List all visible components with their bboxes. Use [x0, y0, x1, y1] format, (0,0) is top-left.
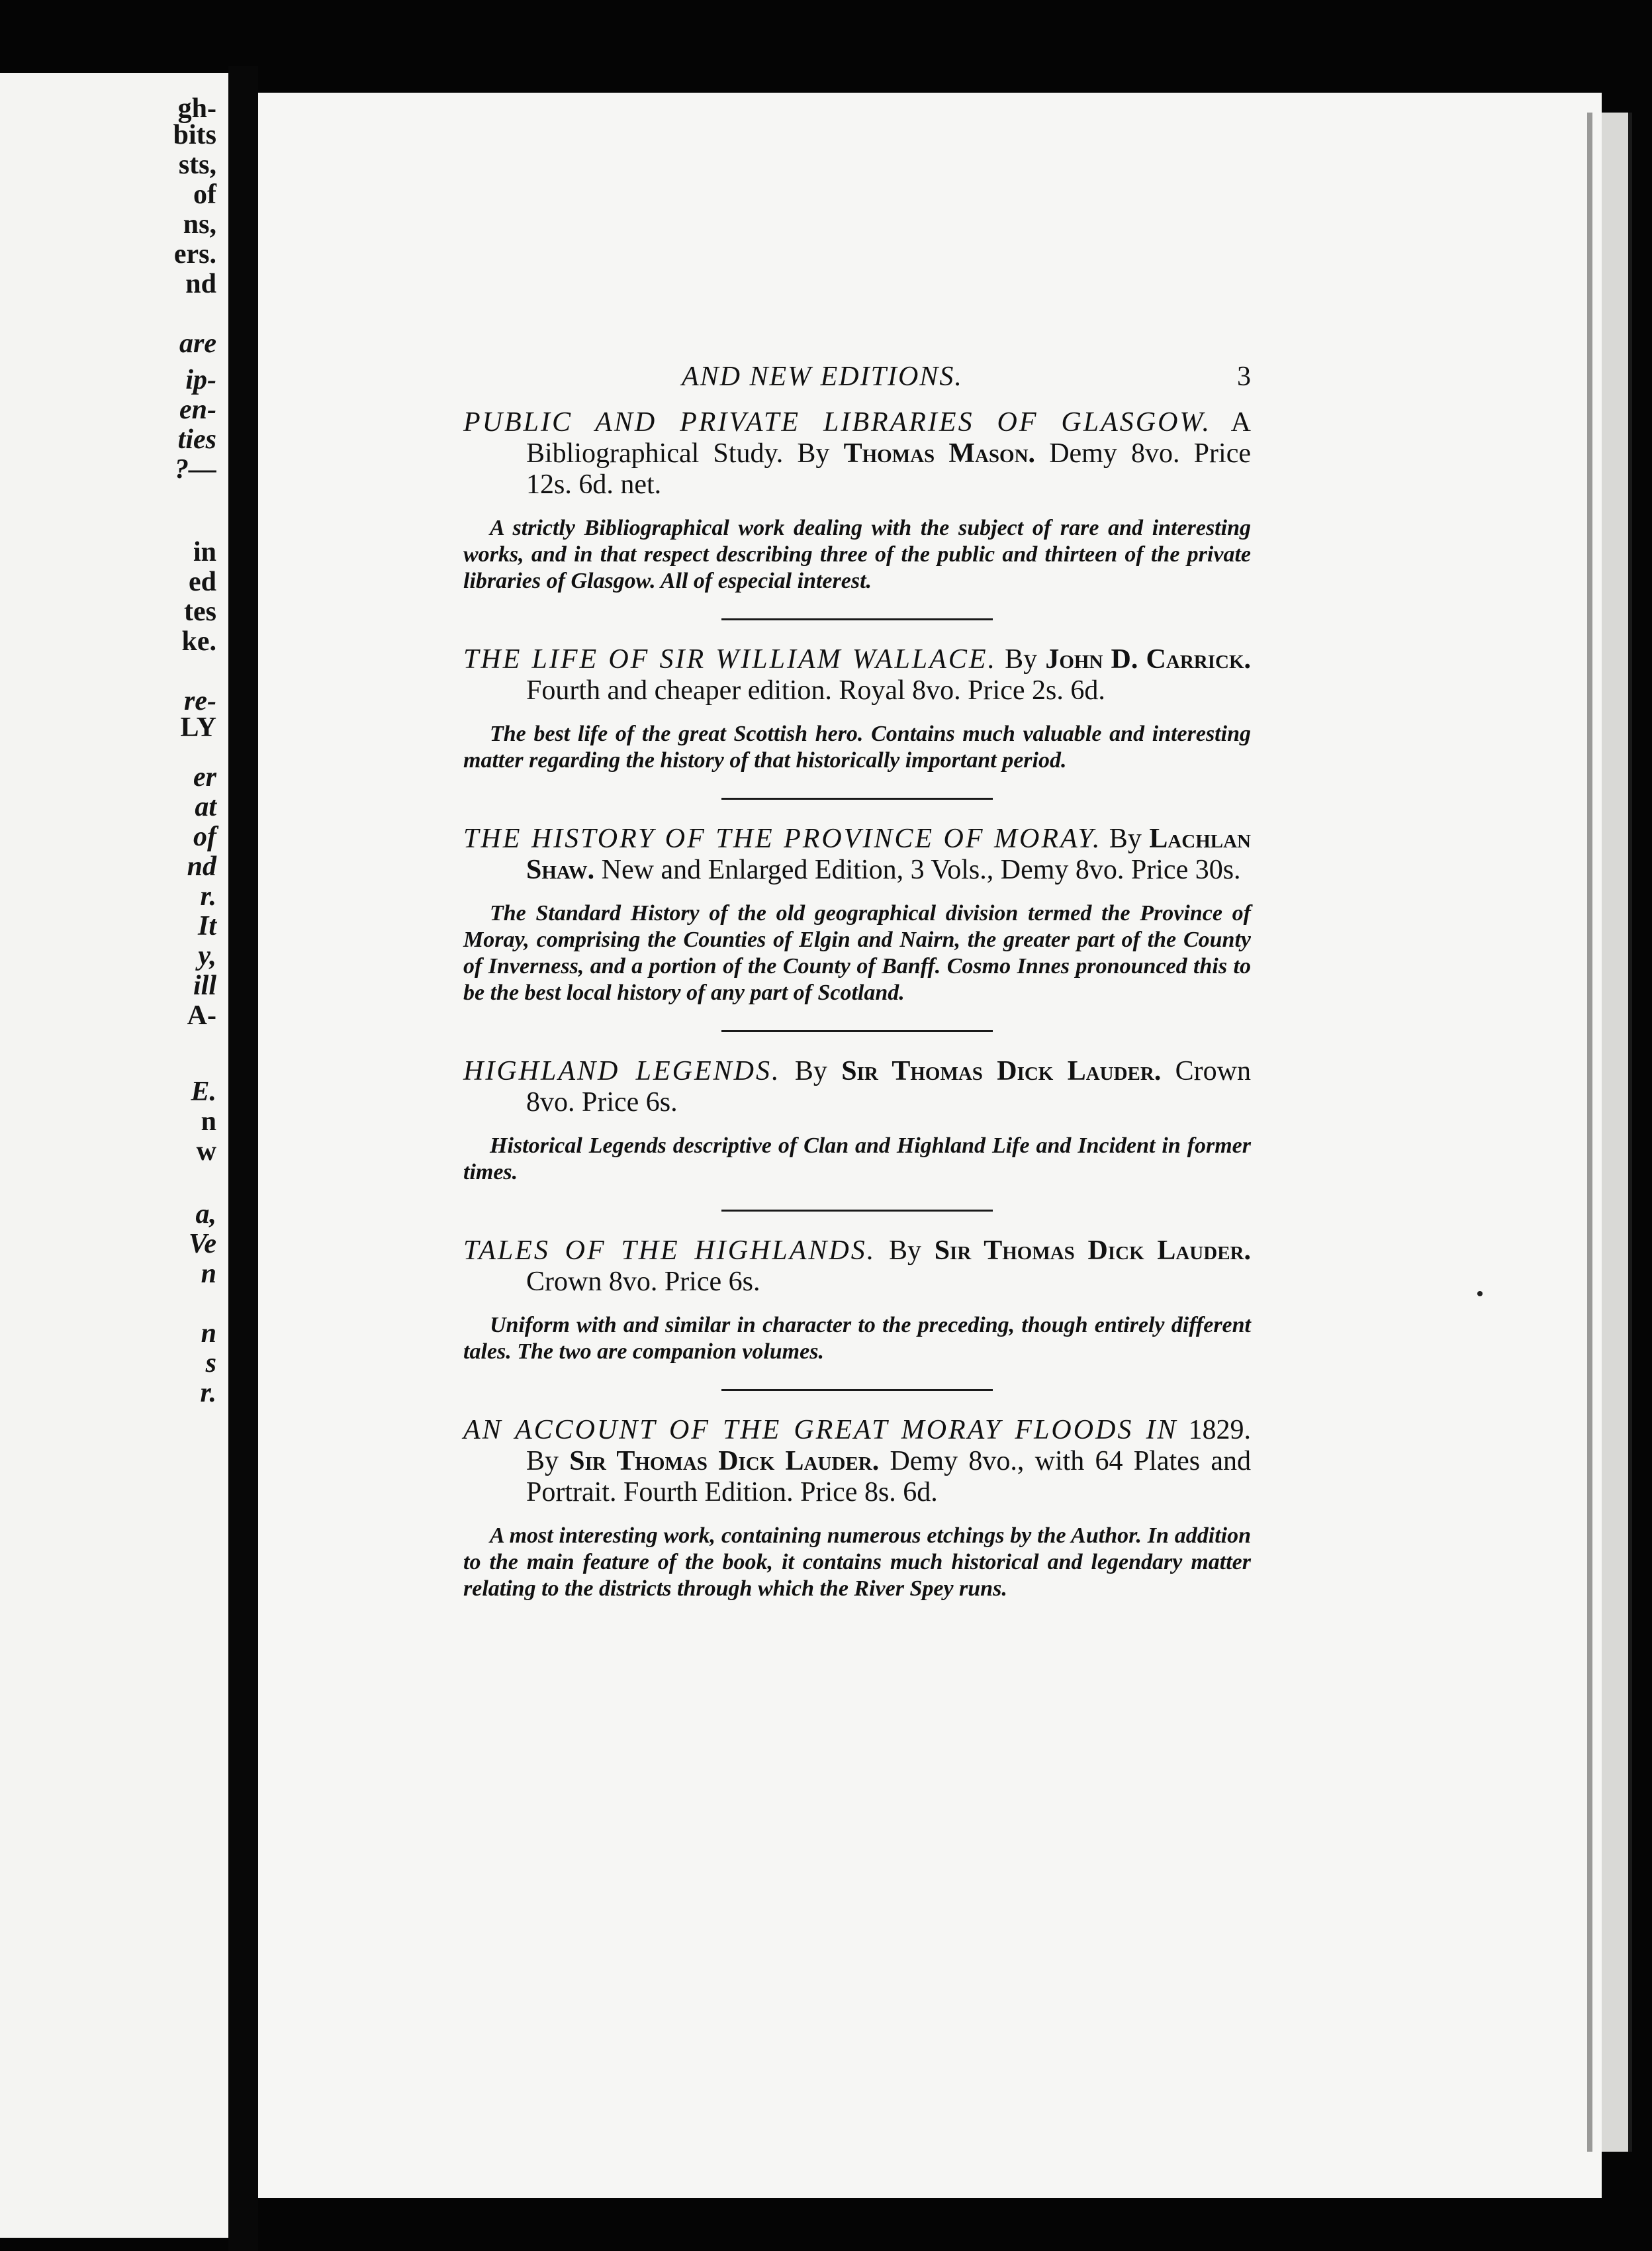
previous-page-line: A- [187, 1000, 216, 1031]
entry-text: 1829. By [526, 1415, 1252, 1476]
previous-page-line: y, [198, 941, 216, 971]
section-rule [721, 618, 993, 620]
previous-page-line: ip- [185, 365, 216, 395]
ink-speck [1477, 1291, 1483, 1296]
entry-heading [463, 407, 1251, 501]
catalogue-entry [463, 1235, 1251, 1365]
previous-page-line: a, [195, 1199, 216, 1229]
book-title: THE LIFE OF SIR WILLIAM WALLACE. [463, 644, 997, 675]
running-head [463, 361, 1251, 407]
entry-heading [463, 644, 1251, 706]
previous-page-line: in [193, 537, 216, 567]
author-name: Lachlan Shaw. [526, 824, 1251, 885]
entry-description: A strictly Bibliographical work dealing with the subject of rare and interesting works, and in that respect describing three of the public and thirteen of the private libraries of Glasgow. All of especial interest. [463, 516, 1251, 593]
previous-page-line: er [193, 762, 216, 792]
book-title: HIGHLAND LEGENDS. [463, 1056, 781, 1086]
previous-page-line: LY [180, 712, 216, 743]
book-title: THE HISTORY OF THE PROVINCE OF MORAY. [463, 824, 1102, 854]
previous-page-line: s [205, 1348, 216, 1378]
previous-page-line: ns, [183, 209, 216, 240]
entry-text: By [780, 1056, 842, 1086]
previous-page-line: r. [200, 881, 216, 912]
book-gutter [228, 66, 258, 2251]
catalogue-entry [463, 1415, 1251, 1602]
section-rule [721, 798, 993, 800]
previous-page-line: tes [184, 597, 216, 627]
previous-page-line: nd [187, 851, 216, 882]
previous-page-line: of [193, 822, 216, 852]
catalogue-entries [463, 407, 1251, 1602]
previous-page-line: It [197, 911, 216, 941]
entry-heading [463, 1415, 1251, 1508]
previous-page-line: r. [200, 1378, 216, 1408]
author-name: Sir Thomas Dick Lauder. [934, 1235, 1251, 1266]
edition-details: New and Enlarged Edition, 3 Vols., Demy 8vo. Price 30s. [594, 855, 1241, 885]
previous-page-line: nd [185, 269, 216, 299]
edition-details: Crown 8vo. Price 6s. [526, 1056, 1251, 1118]
previous-page-line: E. [191, 1077, 216, 1107]
page-number: 3 [1237, 361, 1251, 392]
previous-page-line: at [195, 792, 216, 822]
entry-description: The best life of the great Scottish hero. Contains much valuable and interesting matter regarding the history of that historically important period. [463, 722, 1251, 773]
entry-text: By [876, 1235, 935, 1266]
author-name: Sir Thomas Dick Lauder. [841, 1056, 1162, 1086]
previous-page-line: of [193, 179, 216, 210]
previous-page-line: ?— [175, 454, 216, 485]
entry-text: By [1101, 824, 1150, 854]
book-title: AN ACCOUNT OF THE GREAT MORAY FLOODS IN [463, 1415, 1178, 1445]
catalogue-entry [463, 824, 1251, 1006]
previous-page-line: n [201, 1106, 216, 1137]
previous-page-line: sts, [178, 150, 216, 180]
previous-page-line: ers. [173, 239, 216, 269]
catalogue-entry [463, 1056, 1251, 1186]
author-name: Thomas Mason. [843, 438, 1036, 469]
author-name: John D. Carrick. [1045, 644, 1251, 675]
entry-heading [463, 1056, 1251, 1118]
edition-details: Demy 8vo., with 64 Plates and Portrait. Fourth Edition. Price 8s. 6d. [526, 1446, 1252, 1508]
previous-page-line: ke. [181, 626, 216, 657]
section-rule [721, 1030, 993, 1032]
book-title: TALES OF THE HIGHLANDS. [463, 1235, 876, 1266]
page-edge [1602, 113, 1632, 2152]
running-head-title: AND NEW EDITIONS. [682, 361, 963, 392]
section-rule [721, 1210, 993, 1212]
previous-page-line: gh- [177, 93, 216, 124]
previous-page-line: bits [173, 120, 216, 150]
previous-page-line: Ve [189, 1229, 216, 1259]
edition-details: Demy 8vo. Price 12s. 6d. net. [526, 438, 1251, 500]
catalogue-entry [463, 407, 1251, 595]
previous-page-line: ties [177, 424, 216, 455]
entry-text: By [997, 644, 1046, 675]
entry-description: Uniform with and similar in character to the preceding, though entirely different tales. The two are companion volumes. [463, 1313, 1251, 1364]
entry-description: The Standard History of the old geographical division termed the Province of Moray, comprising the Counties of Elgin and Nairn, the greater part of the County of Inverness, and a portion of the County of Banff. Cosmo Innes pronounced this to be the best local history of any part of Scotland. [463, 901, 1251, 1005]
book-title: PUBLIC AND PRIVATE LIBRARIES OF GLASGOW. [463, 407, 1212, 438]
entry-heading [463, 1235, 1251, 1298]
previous-page-line: are [179, 328, 216, 359]
previous-page-line: n [201, 1259, 216, 1289]
edition-details: Crown 8vo. Price 6s. [526, 1267, 760, 1297]
entry-description: Historical Legends descriptive of Clan and Highland Life and Incident in former times. [463, 1133, 1251, 1184]
edition-details: Fourth and cheaper edition. Royal 8vo. Price 2s. 6d. [526, 675, 1105, 706]
catalogue-entry [463, 644, 1251, 774]
previous-page-line: en- [179, 395, 216, 425]
previous-page-line: ill [193, 971, 216, 1001]
entry-heading [463, 824, 1251, 886]
previous-page-line: n [201, 1318, 216, 1349]
previous-page-line: re- [184, 686, 216, 716]
entry-text: A Bibliographical Study. By [526, 407, 1252, 469]
previous-page-line: w [196, 1136, 216, 1167]
page-content [463, 361, 1251, 1602]
entry-description: A most interesting work, containing numerous etchings by the Author. In addition to the main feature of the book, it contains much historical and legendary matter relating to the districts through which the River Spey runs. [463, 1523, 1251, 1601]
previous-page-fragment [0, 73, 228, 2238]
previous-page-line: ed [189, 567, 216, 597]
page-edge-shadow [1587, 113, 1592, 2152]
section-rule [721, 1389, 993, 1391]
author-name: Sir Thomas Dick Lauder. [569, 1446, 880, 1476]
